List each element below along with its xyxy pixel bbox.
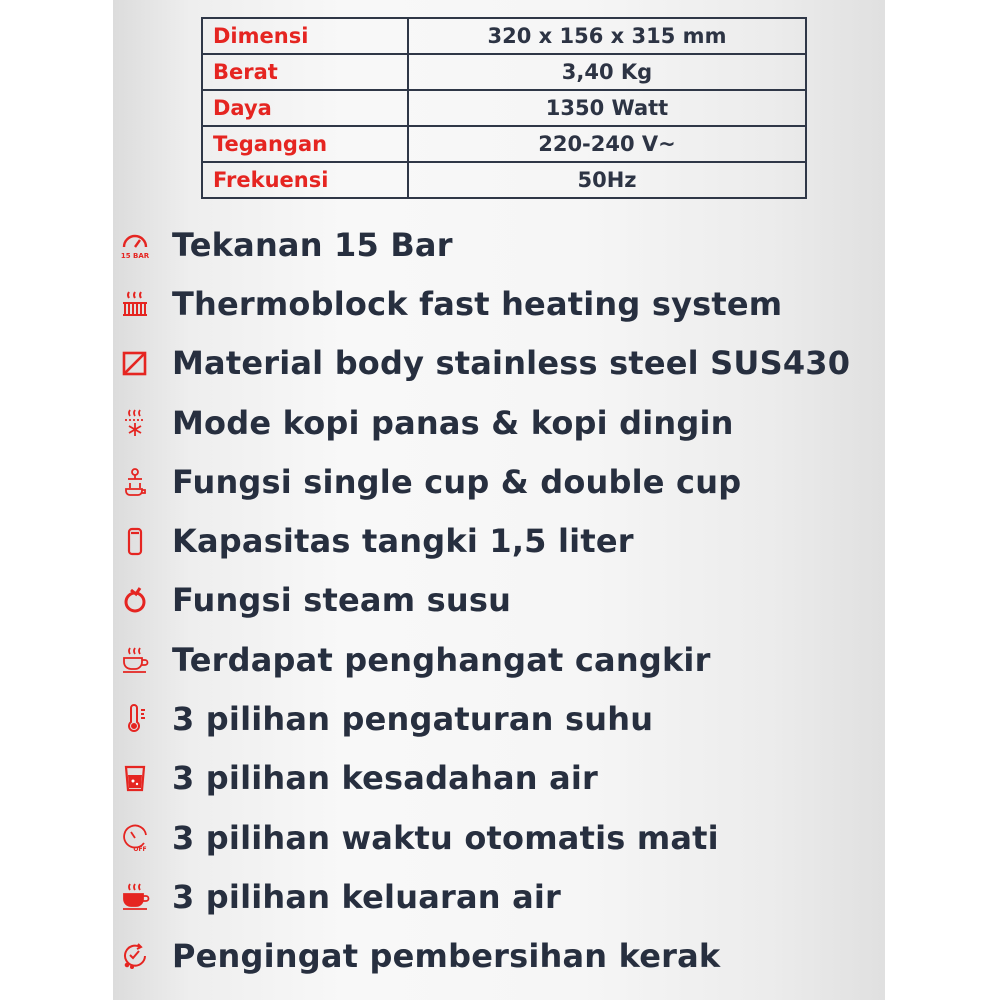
spec-row-berat [202, 54, 806, 90]
spec-row-tegangan [202, 126, 806, 162]
feature-item [118, 274, 878, 333]
spec-label: Dimensi [202, 18, 408, 54]
feature-text: Fungsi single cup & double cup [172, 462, 742, 501]
feature-item [118, 749, 878, 808]
spec-value: 320 x 156 x 315 mm [408, 18, 806, 54]
spec-row-frekuensi [202, 162, 806, 198]
hot-cold-icon [118, 406, 152, 440]
feature-item [118, 867, 878, 926]
feature-text: Kapasitas tangki 1,5 liter [172, 522, 634, 561]
auto-off-timer-icon [118, 821, 152, 855]
feature-item [118, 571, 878, 630]
feature-text: Fungsi steam susu [172, 581, 512, 620]
water-tank-icon [118, 524, 152, 558]
feature-item [118, 689, 878, 748]
spec-label: Tegangan [202, 126, 408, 162]
stainless-square-icon [118, 346, 152, 380]
spec-label: Daya [202, 90, 408, 126]
cup-warmer-icon [118, 643, 152, 677]
feature-text: Pengingat pembersihan kerak [172, 937, 721, 976]
feature-item [118, 393, 878, 452]
feature-list [118, 215, 878, 986]
thermometer-icon [118, 702, 152, 736]
feature-text: 3 pilihan kesadahan air [172, 759, 599, 798]
single-double-cup-icon [118, 465, 152, 499]
spec-value: 220-240 V~ [408, 126, 806, 162]
spec-row-daya [202, 90, 806, 126]
spec-value: 50Hz [408, 162, 806, 198]
feature-text: Mode kopi panas & kopi dingin [172, 403, 734, 442]
feature-item [118, 334, 878, 393]
spec-row-dimensi [202, 18, 806, 54]
feature-item [118, 630, 878, 689]
spec-table [201, 17, 807, 199]
feature-text: Tekanan 15 Bar [172, 225, 453, 264]
feature-text: 3 pilihan waktu otomatis mati [172, 818, 719, 857]
pressure-gauge-icon [118, 228, 152, 262]
water-glass-icon [118, 761, 152, 795]
spec-label: Berat [202, 54, 408, 90]
feature-text: Thermoblock fast heating system [172, 284, 783, 323]
auto-off-timer-icon-label: OFF [133, 845, 147, 853]
feature-text: 3 pilihan keluaran air [172, 877, 562, 916]
pressure-gauge-icon-label: 15 BAR [120, 251, 150, 260]
spec-label: Frekuensi [202, 162, 408, 198]
feature-item [118, 452, 878, 511]
descaling-reminder-icon [118, 939, 152, 973]
feature-text: 3 pilihan pengaturan suhu [172, 700, 654, 739]
feature-item [118, 511, 878, 570]
feature-text: Terdapat penghangat cangkir [172, 640, 711, 679]
heating-coil-icon [118, 287, 152, 321]
spec-value: 1350 Watt [408, 90, 806, 126]
water-output-cup-icon [118, 880, 152, 914]
steam-ring-icon [118, 583, 152, 617]
spec-value: 3,40 Kg [408, 54, 806, 90]
feature-item [118, 808, 878, 867]
feature-item [118, 927, 878, 986]
feature-item [118, 215, 878, 274]
feature-text: Material body stainless steel SUS430 [172, 344, 851, 383]
